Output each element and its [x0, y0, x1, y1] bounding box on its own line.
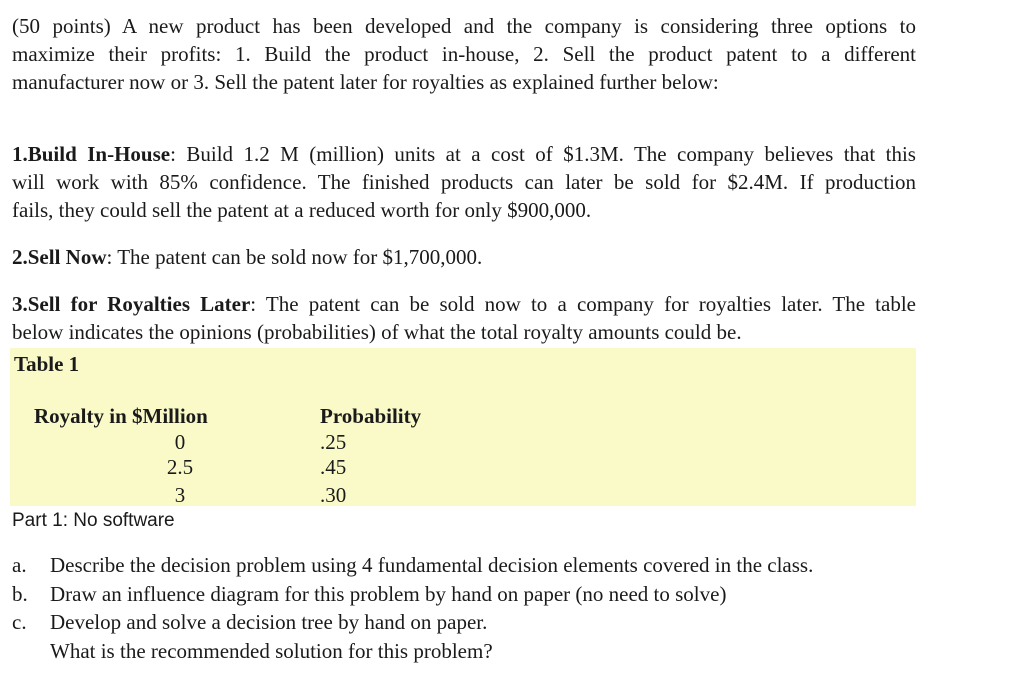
question-list — [12, 551, 916, 665]
question-item — [12, 580, 916, 609]
table-cell-probability: .25 — [320, 430, 347, 454]
table-cell-probability: .45 — [320, 455, 347, 479]
option-text: : The patent can be sold now for $1,700,000. — [106, 245, 483, 269]
option-sell-royalties — [12, 290, 916, 346]
intro-line: manufacturer now or 3. Sell the patent later for royalties as explained further below: — [12, 70, 719, 94]
question-marker — [12, 637, 50, 666]
table-header-royalty: Royalty in $Million — [34, 404, 208, 428]
option-text: below indicates the opinions (probabilities) of what the total royalty amounts could be. — [12, 320, 742, 344]
table-title: Table 1 — [14, 352, 80, 376]
option-title: 1.Build In-House — [12, 142, 171, 166]
question-marker: b. — [12, 581, 28, 606]
table-cell-royalty: 3 — [174, 483, 186, 507]
question-marker: a. — [12, 553, 27, 577]
table-header-probability: Probability — [320, 404, 422, 428]
question-text: Describe the decision problem using 4 fundamental decision elements covered in the class. — [50, 553, 814, 577]
intro-line: (50 points) A new product has been developed and the company is considering three options to — [12, 14, 916, 38]
question-item — [12, 551, 916, 580]
intro-line: maximize their profits: 1. Build the product in-house, 2. Sell the product patent to a different — [12, 42, 916, 66]
question-text: Develop and solve a decision tree by hand on paper. — [50, 610, 488, 635]
table-cell-probability: .30 — [320, 483, 347, 507]
question-text: What is the recommended solution for this problem? — [50, 638, 493, 663]
royalty-table — [10, 348, 916, 506]
question-item — [12, 608, 916, 637]
option-text: : The patent can be sold now to a company for royalties later. The table — [250, 292, 916, 316]
table-cell-royalty: 0 — [174, 430, 186, 454]
part1-label: Part 1: No software — [12, 510, 175, 531]
table-cell-royalty: 2.5 — [166, 455, 194, 479]
option-build-in-house — [12, 140, 916, 224]
option-text: : Build 1.2 M (million) units at a cost of $1.3M. The company believes that this — [170, 142, 916, 166]
problem-statement — [12, 12, 916, 346]
option-text: fails, they could sell the patent at a reduced worth for only $900,000. — [12, 198, 592, 222]
intro-paragraph — [12, 12, 916, 96]
option-title: 2.Sell Now — [12, 245, 107, 269]
option-sell-now — [12, 243, 916, 271]
question-text: Draw an influence diagram for this problem by hand on paper (no need to solve) — [50, 581, 727, 606]
question-item — [12, 637, 916, 666]
option-text: will work with 85% confidence. The finished products can later be sold for $2.4M. If production — [12, 170, 916, 194]
option-title: 3.Sell for Royalties Later — [12, 292, 251, 316]
question-marker: c. — [12, 610, 27, 635]
